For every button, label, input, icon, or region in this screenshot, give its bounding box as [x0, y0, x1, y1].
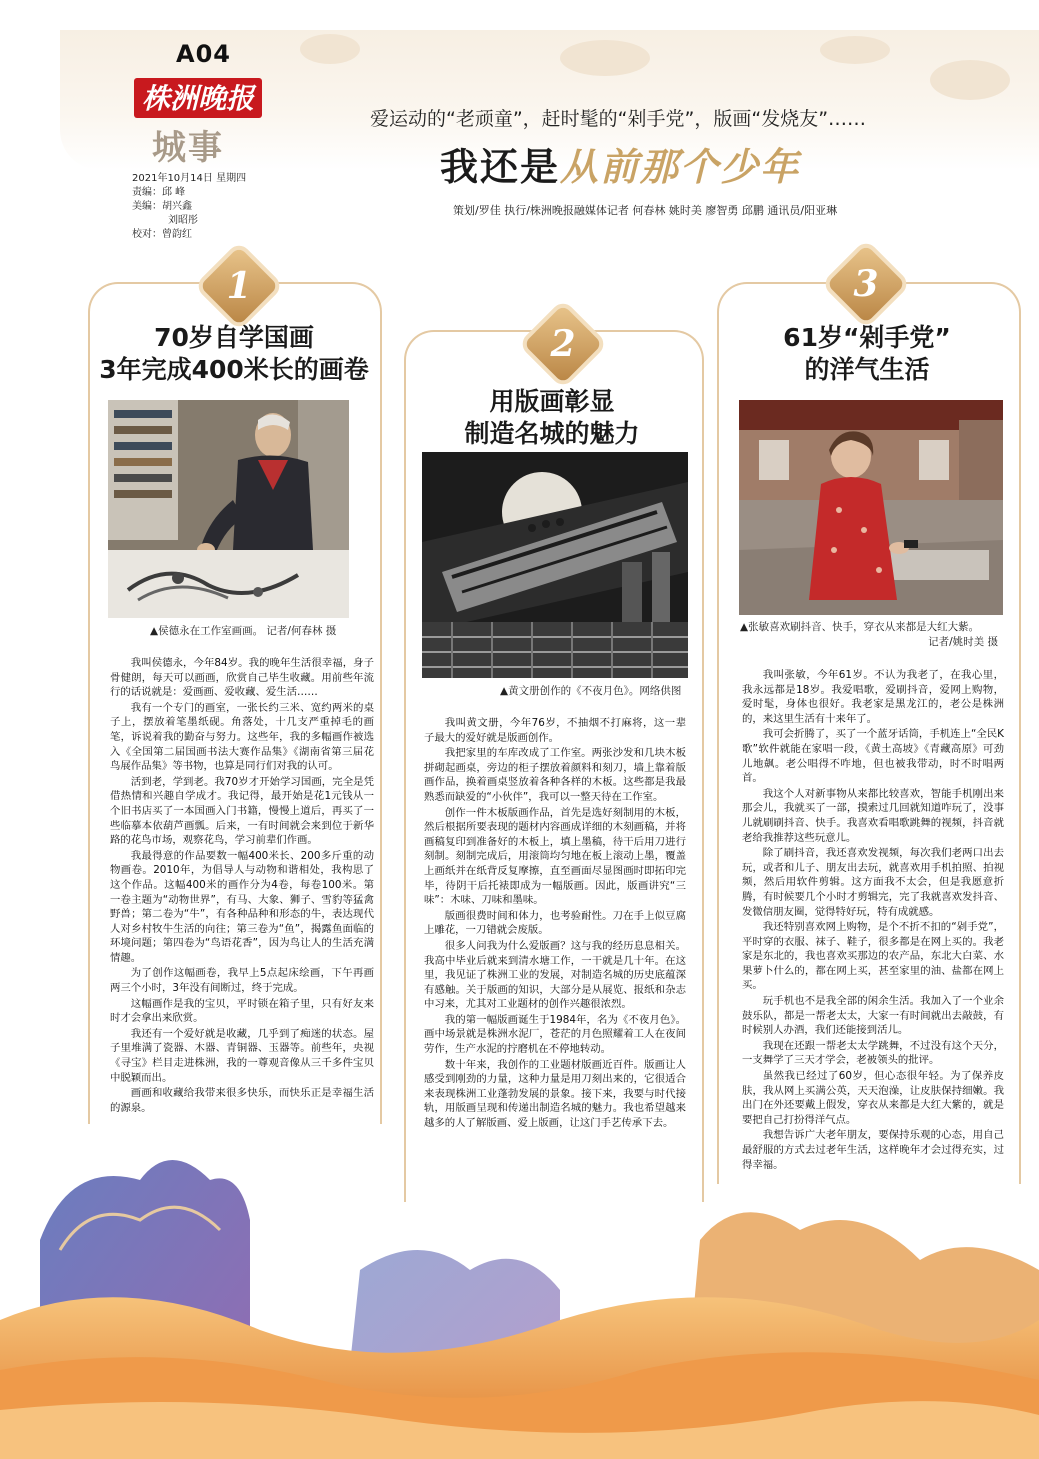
article-paragraph: 我现在还跟一帮老太太学跳舞，不过没有这个天分，一支舞学了三天才学会，老被领头的批评。: [742, 1039, 1004, 1067]
article-paragraph: 虽然我已经过了60岁，但心态很年轻。为了保养皮肤，我从网上买满公英，天天泡澡，让皮肤保持细嫩。我出门在外还要戴上假发，穿衣从来都是大红大紫的，就是要把自己打扮得洋气点。: [742, 1070, 1004, 1126]
main-headline: [440, 136, 800, 191]
newspaper-logo: [134, 78, 262, 118]
article-paragraph: 我的第一幅版画诞生于1984年，名为《不夜月色》。画中场景就是株洲水泥厂，苍茫的月色照耀着工人在夜间劳作，生产水泥的拧磨机在不停地转动。: [424, 1013, 686, 1056]
article-paragraph: 画画和收藏给我带来很多快乐，而快乐正是幸福生活的源泉。: [110, 1087, 374, 1114]
col2-woodcut-print: [422, 452, 688, 678]
section-title: 城事: [152, 128, 224, 168]
col1-article-body: [110, 656, 374, 1116]
col1-caption: ▲侯德永在工作室画画。 记者/何春林 摄: [150, 625, 337, 637]
cloud-decoration: [820, 36, 890, 64]
woman-photo-illustration: [739, 400, 1003, 615]
col3-photo-woman: [739, 400, 1003, 615]
article-paragraph: 很多人问我为什么爱版画？这与我的经历息息相关。我高中毕业后就来到清水塘工作，一干就是几十年。在这里，我见证了株洲工业的发展，对制造名城的历史底蕴深有感触。关于版画的知识，大部分是从展览、报纸和杂志中习来，尤其对工业题材的创作兴趣很浓烈。: [424, 939, 686, 1011]
badge-number-3: 3: [853, 263, 879, 305]
article-paragraph: 我叫张敏，今年61岁。不认为我老了，在我心里，我永远都是18岁。我爱唱歌，爱刷抖音，爱网上购物，爱时髦，身体也很好。我老家是黑龙江的，老公是株洲的，来这里生活有十来年了。: [742, 669, 1004, 725]
col1-title: [94, 322, 374, 386]
badge-number-2: 2: [550, 323, 576, 365]
designer-credit-2: 刘昭彤: [168, 215, 198, 226]
badge-number-1: 1: [226, 265, 252, 307]
article-paragraph: 我想告诉广大老年朋友，要保持乐观的心态，用自己最舒服的方式去过老年生活，这样晚年才会过得充实，过得幸福。: [742, 1129, 1004, 1171]
article-paragraph: 我还有一个爱好就是收藏，几乎到了痴迷的状态。屋子里堆满了瓷器、木器、青铜器、玉器等。前些年，央视《寻宝》栏目走进株洲，我的一尊观音像从三千多件宝贝中脱颖而出。: [110, 1027, 374, 1084]
col2-title-line2: 制造名城的魅力: [464, 419, 640, 448]
headline-part-1: 我还是: [440, 145, 561, 189]
editor-credit: 责编：邱 峰: [132, 187, 186, 198]
page-number: A04: [176, 40, 231, 68]
col3-title-line1: 61岁“剁手党”: [783, 323, 951, 352]
article-paragraph: 为了创作这幅画卷，我早上5点起床绘画，下午再画两三个小时，3年没有间断过，终于完成。: [110, 967, 374, 995]
article-paragraph: 创作一件木板版画作品，首先是选好刻制用的木板，然后根据所要表现的题材内容画成详细的木刻画稿，并将画稿复印到准备好的木板上，填上墨稿，待干后用刀进行刻制。刻制完成后，用滚筒均匀地在板上滚动上墨，覆盖上画纸并在纸背反复摩擦，直至画面尽显图画时即拓印完毕，待阴干后托裱即成为一幅版画。因此，版画讲究“三味”：木味、刀味和墨味。: [424, 806, 686, 907]
article-paragraph: 我这个人对新事物从来都比较喜欢，智能手机刚出来那会儿，我就买了一部，摸索过几回就知道咋玩了，没事儿就刷刷抖音、快手。我喜欢看唱歌跳舞的视频，抖音就老给我推荐这些玩意儿。: [742, 787, 1004, 844]
edition-meta: [132, 172, 246, 242]
proofreader-credit: 校对：曾韵红: [132, 229, 192, 240]
cloud-decoration: [560, 40, 650, 76]
col2-title: [414, 386, 690, 450]
col3-article-body: [742, 668, 1004, 1173]
col2-caption: ▲黄文册创作的《不夜月色》。网络供图: [500, 685, 682, 697]
col1-title-line1: 70岁自学国画: [154, 323, 314, 352]
article-paragraph: 我最得意的作品要数一幅400米长、200多斤重的动物画卷。2010年，为倡导人与动物和谐相处，我构思了这个作品。这幅400米的画作分为4卷，每卷100米。第一卷主题为“动物世界”，有马、大象、狮子、雪豹等猛禽野兽；第二卷为“牛”，有各种品种和形态的牛，表达现代人对乡村牧牛生活的向往；第三卷为“鱼”，揭露鱼面临的环境问题；第四卷为“鸟语花香”，因为鸟让人的生活充满情趣。: [110, 849, 374, 964]
headline-kicker: 爱运动的“老顽童”，赶时髦的“剁手党”，版画“发烧友”……: [370, 108, 867, 130]
article-paragraph: 数十年来，我创作的工业题材版画近百件。版画让人感受到刚劲的力量，这种力量是用刀刻出来的，它很适合来表现株洲工业蓬勃发展的景象。接下来，我要与时代接轨，用版画呈现和传递出制造名城的魅力。我也希望越来越多的人了解版画、爱上版画，让这门手艺传承下去。: [424, 1058, 686, 1130]
article-paragraph: 我叫黄文册，今年76岁，不抽烟不打麻将，这一辈子最大的爱好就是版画创作。: [424, 717, 686, 744]
article-paragraph: 这幅画作是我的宝贝，平时锁在箱子里，只有好友来时才会拿出来欣赏。: [110, 997, 374, 1025]
logo-lettering: [136, 80, 260, 116]
byline: 策划/罗佳 执行/株洲晚报融媒体记者 何春林 姚时美 廖智勇 邱鹏 通讯员/阳亚琳: [453, 204, 838, 217]
article-paragraph: 除了刷抖音，我还喜欢发视频，每次我们老两口出去玩，或者和儿子、朋友出去玩，就喜欢用手机拍照、拍视频，然后用软件剪辑。这方面我不太会，但是我愿意折腾，有时候要几个小时才剪辑完，完了我就喜欢发抖音、发微信朋友圈，觉得特好玩，特有成就感。: [742, 847, 1004, 918]
article-paragraph: 我还特别喜欢网上购物，是个不折不扣的“剁手党”，平时穿的衣服、袜子、鞋子，很多都是在网上买的。我老家是东北的，我也喜欢买那边的农产品，东北大白菜、水果萝卜什么的，都在网上买，甚至家里的油、盐都在网上买。: [742, 921, 1004, 992]
issue-date: 2021年10月14日 星期四: [132, 173, 247, 184]
article-paragraph: 版画很费时间和体力，也考验耐性。刀在手上似豆腐上雕花，一刀错就会废版。: [424, 909, 686, 937]
cloud-decoration: [930, 60, 1010, 100]
col3-caption: [740, 620, 1010, 650]
article-paragraph: 我有一个专门的画室，一张长约三米、宽约两米的桌子上，摆放着笔墨纸砚。角落处，十几支严重掉毛的画笔，诉说着我的勤奋与努力。这些年，我的多幅画作被选入《全国第二届国画书法大赛作品集》《湖南省第三届花鸟展作品集》等书物，也算是同行们对我的认可。: [110, 701, 374, 773]
designer-credit: 美编：胡兴鑫: [132, 201, 192, 212]
col1-photo-painter: [108, 400, 349, 618]
bottom-decoration: [0, 1120, 1039, 1459]
col2-title-line1: 用版画彰显: [489, 387, 615, 416]
headline-part-2: 从前那个少年: [560, 145, 801, 189]
cloud-decoration: [300, 34, 360, 64]
col3-title: [724, 322, 1010, 386]
article-paragraph: 我可会折腾了，买了一个蓝牙话筒，手机连上“全民K歌”软件就能在家唱一段，《黄土高坡》《青藏高原》可劲儿地飙。老公唱得不咋地，但也被我带动，时不时唱两首。: [742, 728, 1004, 785]
col1-title-line2: 3年完成400米长的画卷: [99, 355, 369, 384]
col2-article-body: [424, 716, 686, 1132]
article-paragraph: 玩手机也不是我全部的闲余生活。我加入了一个业余鼓乐队，都是一帮老太太，大家一有时间就出去敲鼓，有时候别人办酒，我们还能接到活儿。: [742, 995, 1004, 1037]
col3-title-line2: 的洋气生活: [804, 355, 930, 384]
article-paragraph: 我把家里的车库改成了工作室。两张沙发和几块木板拼砌起画桌，旁边的柜子摆放着颜料和刻刀，墙上靠着版画作品，换着画桌竖放着各种各样的木板。这些都是我最熟悉而缺爱的“小伙伴”，我可以一整天待在工作室。: [424, 747, 686, 803]
article-paragraph: 我叫侯德永，今年84岁。我的晚年生活很幸福，身子骨健朗，每天可以画画，欣赏自己毕生收藏。用前些年流行的话说就是：爱画画、爱收藏、爱生活……: [110, 657, 374, 699]
col3-caption-line2: 记者/姚时美 摄: [928, 636, 998, 648]
woodcut-illustration: [422, 452, 688, 678]
svg-text:株洲晚报: 株洲晚报: [141, 82, 255, 115]
article-paragraph: 活到老，学到老。我70岁才开始学习国画，完全是凭借热情和兴趣自学成才。我记得，最开始是花1元钱从一个旧书店买了一本国画入门书籍，慢慢上道后，再买了一些临摹本依葫芦画瓢。后来，一有时间就会来到位于新华路的花鸟市场，观察花鸟，学习前辈们作画。: [110, 775, 374, 847]
col3-caption-line1: ▲张敏喜欢刷抖音、快手，穿衣从来都是大红大紫。: [740, 621, 980, 633]
painter-photo-illustration: [108, 400, 349, 618]
